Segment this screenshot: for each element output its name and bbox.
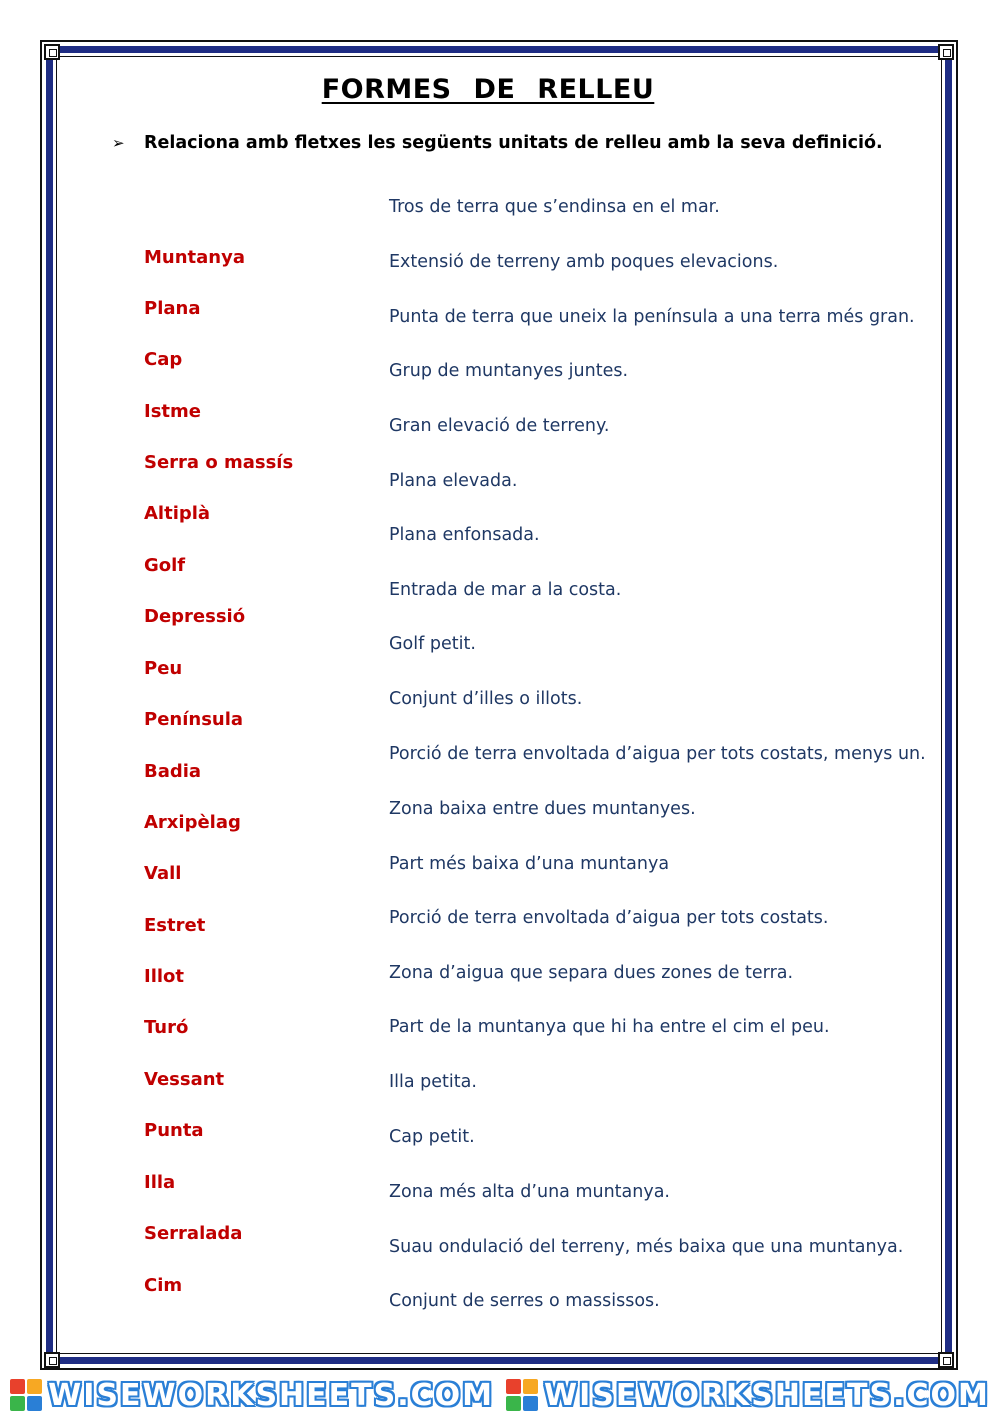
term-item[interactable]: Depressió [144, 606, 246, 627]
term-item[interactable]: Punta [144, 1120, 204, 1141]
definition-item[interactable]: Zona més alta d’una muntanya. [389, 1182, 670, 1202]
term-item[interactable]: Serralada [144, 1223, 243, 1244]
definition-item[interactable]: Suau ondulació del terreny, més baixa que una muntanya. [389, 1237, 904, 1257]
definition-item[interactable]: Extensió de terreny amb poques elevacions. [389, 252, 779, 272]
definition-item[interactable]: Gran elevació de terreny. [389, 416, 610, 436]
definition-item[interactable]: Punta de terra que uneix la península a una terra més gran. [389, 307, 915, 327]
definition-item[interactable]: Zona baixa entre dues muntanyes. [389, 799, 696, 819]
footer-watermark [0, 1377, 1000, 1413]
wiseworksheets-logo [506, 1378, 990, 1413]
definition-item[interactable]: Golf petit. [389, 634, 476, 654]
term-item[interactable]: Península [144, 709, 244, 730]
term-item[interactable]: Illot [144, 966, 185, 987]
logo-mark-icon [10, 1379, 42, 1411]
term-item[interactable]: Istme [144, 401, 201, 422]
definition-item[interactable]: Conjunt d’illes o illots. [389, 689, 583, 709]
logo-mark-icon [506, 1379, 538, 1411]
definition-item[interactable]: Grup de muntanyes juntes. [389, 361, 629, 381]
instruction-text: Relaciona amb fletxes les següents unitats de relleu amb la seva definició. [144, 133, 883, 153]
term-item[interactable]: Muntanya [144, 247, 245, 268]
logo-text: WISEWORKSHEETS.COM [48, 1377, 494, 1413]
wiseworksheets-logo [10, 1378, 494, 1413]
term-item[interactable]: Serra o massís [144, 452, 294, 473]
term-item[interactable]: Peu [144, 658, 183, 679]
term-item[interactable]: Cap [144, 349, 183, 370]
term-item[interactable]: Cim [144, 1275, 183, 1296]
definition-item[interactable]: Plana elevada. [389, 471, 518, 491]
corner-ornament-top-right [938, 44, 954, 60]
arrow-bullet-icon: ➢ [112, 134, 125, 152]
term-item[interactable]: Altiplà [144, 503, 211, 524]
term-item[interactable]: Turó [144, 1017, 189, 1038]
definition-item[interactable]: Plana enfonsada. [389, 525, 540, 545]
term-item[interactable]: Arxipèlag [144, 812, 241, 833]
definition-item[interactable]: Porció de terra envoltada d’aigua per tots costats, menys un. [389, 744, 926, 764]
term-item[interactable]: Illa [144, 1172, 176, 1193]
term-item[interactable]: Vall [144, 863, 182, 884]
corner-ornament-top-left [44, 44, 60, 60]
definition-item[interactable]: Zona d’aigua que separa dues zones de terra. [389, 963, 794, 983]
definition-item[interactable]: Cap petit. [389, 1127, 475, 1147]
definition-item[interactable]: Porció de terra envoltada d’aigua per tots costats. [389, 908, 829, 928]
term-item[interactable]: Badia [144, 761, 202, 782]
definition-item[interactable]: Entrada de mar a la costa. [389, 580, 622, 600]
instruction [112, 133, 883, 153]
logo-text: WISEWORKSHEETS.COM [544, 1377, 990, 1413]
term-item[interactable]: Golf [144, 555, 186, 576]
definition-item[interactable]: Part de la muntanya que hi ha entre el cim el peu. [389, 1017, 830, 1037]
term-item[interactable]: Estret [144, 915, 206, 936]
corner-ornament-bottom-right [938, 1352, 954, 1368]
definition-item[interactable]: Conjunt de serres o massissos. [389, 1291, 660, 1311]
page-title: FORMES DE RELLEU [321, 74, 655, 105]
definition-item[interactable]: Tros de terra que s’endinsa en el mar. [389, 197, 720, 217]
corner-ornament-bottom-left [44, 1352, 60, 1368]
term-item[interactable]: Vessant [144, 1069, 225, 1090]
definition-item[interactable]: Illa petita. [389, 1072, 477, 1092]
term-item[interactable]: Plana [144, 298, 201, 319]
definition-item[interactable]: Part més baixa d’una muntanya [389, 854, 670, 874]
